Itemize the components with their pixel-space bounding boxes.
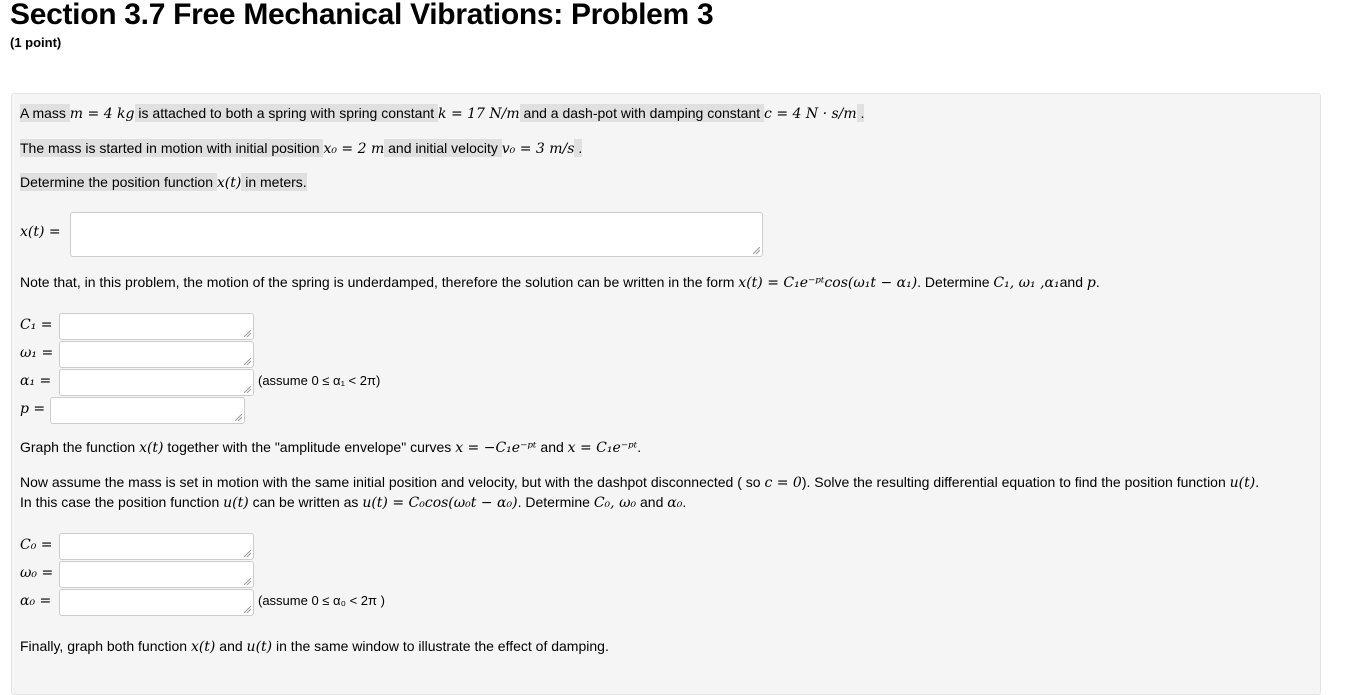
alpha1-assumption: (assume 0 ≤ α₁ < 2π): [258, 373, 381, 388]
problem-statement-line-2: [20, 138, 582, 159]
resize-grip-icon[interactable]: [244, 606, 251, 613]
points-label: (1 point): [10, 35, 62, 50]
final-text: in the same window to illustrate the effect of damping.: [272, 638, 609, 654]
resize-grip-icon[interactable]: [244, 386, 251, 393]
c-zero: c = 0: [764, 475, 802, 491]
instruction-text: In this case the position function: [20, 494, 224, 510]
graph-instruction: [20, 437, 641, 458]
undamped-instruction-line-1: [20, 472, 1259, 493]
problem-statement-line-1: [20, 103, 864, 124]
resize-grip-icon[interactable]: [244, 550, 251, 557]
xt-answer-field[interactable]: [70, 212, 763, 257]
xt-label: x(t) =: [20, 224, 61, 240]
instruction-text: . Determine: [517, 494, 594, 510]
omega1-label: ω₁ =: [20, 345, 54, 361]
u-function: u(t): [223, 495, 249, 511]
statement-text: and a dash-pot with damping constant: [519, 105, 765, 121]
alpha1-answer-field[interactable]: [59, 369, 254, 396]
note-text: and: [1059, 274, 1087, 290]
graph-text: .: [637, 439, 642, 455]
u-function: u(t): [1229, 475, 1256, 491]
final-u: u(t): [246, 639, 273, 655]
graph-x: x(t): [139, 440, 164, 456]
alpha1-label: α₁ =: [20, 373, 52, 389]
resize-grip-icon[interactable]: [244, 578, 251, 585]
undamped-formula: u(t) = C₀cos(ω₀t − α₀): [362, 495, 518, 511]
resize-grip-icon[interactable]: [235, 414, 242, 421]
alpha0-label: α₀ =: [20, 593, 52, 609]
statement-text: Determine the position function: [20, 174, 217, 190]
graph-text: together with the "amplitude envelope" curves: [163, 439, 456, 455]
final-text: and: [215, 638, 247, 654]
instruction-text: Now assume the mass is set in motion with the same initial position and velocity, but with the dashpot disconnected ( so: [20, 474, 765, 490]
c1-answer-field[interactable]: [59, 313, 254, 340]
envelope-lower: x = −C₁e⁻ᵖᵗ: [455, 440, 537, 456]
final-text: Finally, graph both function: [20, 638, 191, 654]
instruction-text: ). Solve the resulting differential equation to find the position function: [801, 474, 1230, 490]
spring-constant-value: k = 17 N/m: [438, 106, 520, 122]
note-p: p: [1086, 275, 1096, 291]
note-variables: C₁, ω₁ ,α₁: [993, 275, 1060, 291]
alpha0-answer-field[interactable]: [59, 589, 254, 616]
instruction-text: .: [682, 494, 687, 510]
problem-statement-line-3: [20, 172, 307, 193]
p-label: p =: [20, 401, 46, 417]
final-x: x(t): [190, 639, 216, 655]
position-function-symbol: x(t): [216, 175, 242, 191]
mass-value: m = 4 kg: [69, 106, 135, 122]
final-instruction: [20, 636, 609, 657]
underdamped-formula: x(t) = C₁e⁻ᵖᵗcos(ω₁t − α₁): [738, 275, 918, 291]
underdamped-note: [20, 272, 1100, 293]
damping-constant-value: c = 4 N · s/m: [764, 106, 857, 122]
statement-text: is attached to both a spring with spring constant: [134, 105, 439, 121]
omega1-answer-field[interactable]: [59, 341, 254, 368]
problem-panel: [11, 93, 1321, 695]
page-title: Section 3.7 Free Mechanical Vibrations: Problem 3: [10, 0, 714, 31]
statement-text: and initial velocity: [384, 140, 502, 156]
note-text: Note that, in this problem, the motion of the spring is underdamped, therefore the solution can be written in the form: [20, 274, 739, 290]
omega0-label: ω₀ =: [20, 565, 54, 581]
note-text: .: [1095, 274, 1100, 290]
c0-label: C₀ =: [20, 537, 53, 553]
envelope-upper: x = C₁e⁻ᵖᵗ: [567, 440, 638, 456]
resize-grip-icon[interactable]: [753, 247, 760, 254]
graph-text: Graph the function: [20, 439, 140, 455]
initial-velocity-value: v₀ = 3 m/s: [501, 141, 575, 157]
statement-text: in meters.: [241, 174, 307, 190]
alpha0-symbol: α₀: [667, 495, 683, 511]
c0-answer-field[interactable]: [59, 533, 254, 560]
instruction-text: .: [1255, 474, 1260, 490]
resize-grip-icon[interactable]: [244, 358, 251, 365]
statement-text: A mass: [20, 105, 70, 121]
graph-text: and: [536, 439, 568, 455]
statement-text: The mass is started in motion with initial position: [20, 140, 324, 156]
initial-position-value: x₀ = 2 m: [323, 141, 385, 157]
instruction-text: and: [636, 494, 668, 510]
omega0-answer-field[interactable]: [59, 561, 254, 588]
resize-grip-icon[interactable]: [244, 330, 251, 337]
undamped-variables: C₀, ω₀: [593, 495, 637, 511]
c1-label: C₁ =: [20, 317, 53, 333]
statement-text: .: [856, 105, 865, 121]
p-answer-field[interactable]: [50, 397, 245, 424]
instruction-text: can be written as: [248, 494, 363, 510]
undamped-instruction-line-2: [20, 492, 686, 513]
alpha0-assumption: (assume 0 ≤ α₀ < 2π ): [258, 593, 385, 608]
note-text: . Determine: [917, 274, 994, 290]
statement-text: .: [574, 140, 583, 156]
